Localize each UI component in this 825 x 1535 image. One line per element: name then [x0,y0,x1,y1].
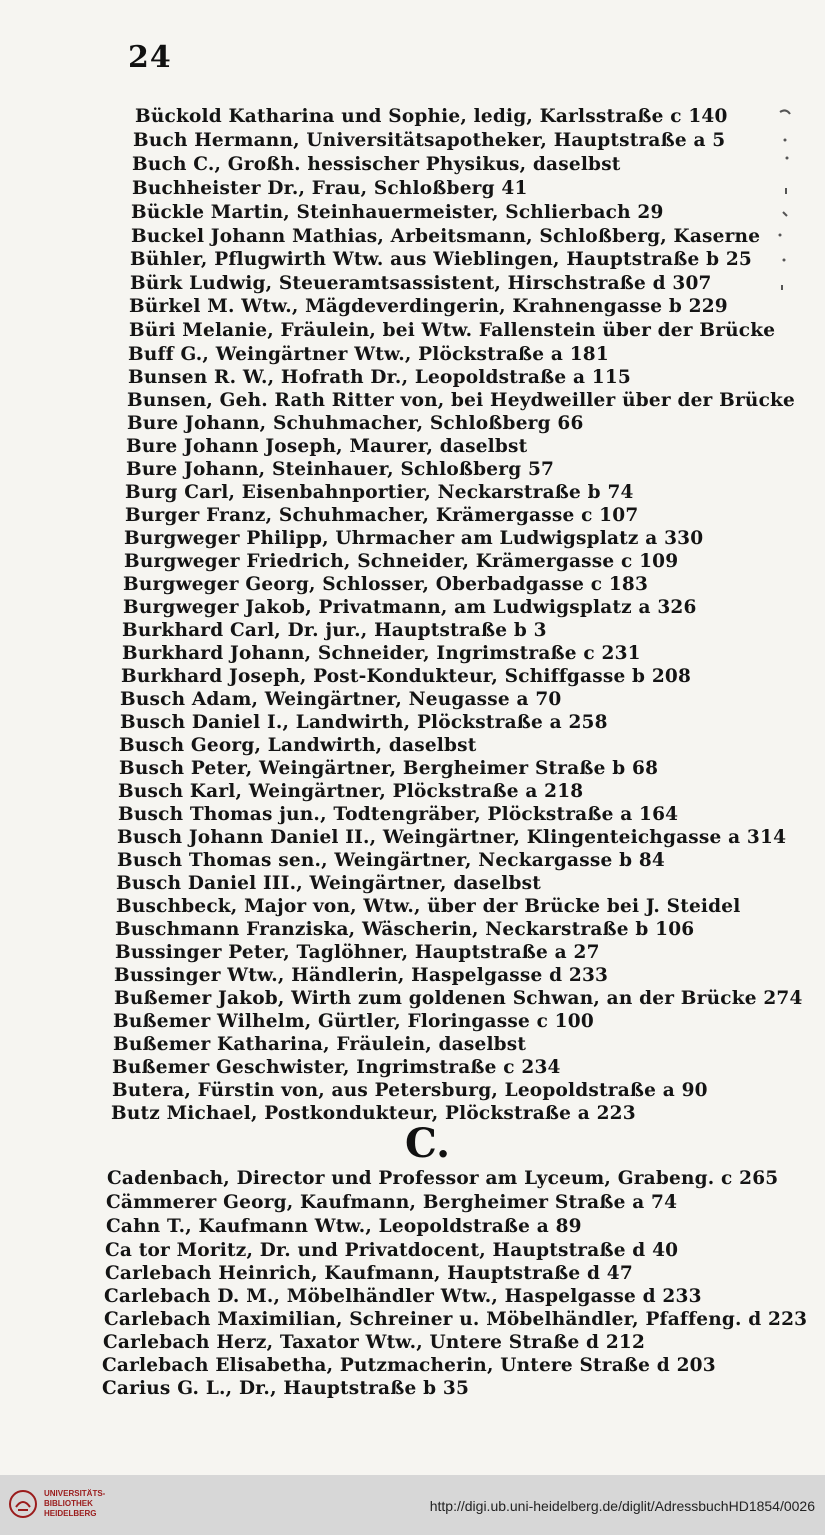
directory-entry: Carlebach Elisabetha, Putzmacherin, Untere Straße d 203 [102,1355,716,1376]
directory-entry: Carlebach Heinrich, Kaufmann, Hauptstraße d 47 [105,1263,633,1284]
directory-entry: Buch C., Großh. hessischer Physikus, daselbst [132,154,621,175]
library-logo-line: UNIVERSITÄTS- [44,1489,106,1498]
directory-entry: Bunsen R. W., Hofrath Dr., Leopoldstraße a 115 [128,367,632,388]
directory-entry: Bußemer Jakob, Wirth zum goldenen Schwan, an der Brücke 274 [114,988,803,1009]
library-logo-line: HEIDELBERG [44,1509,97,1518]
directory-entry: Burgweger Friedrich, Schneider, Krämergasse c 109 [124,551,679,572]
directory-entry: Carlebach D. M., Möbelhändler Wtw., Haspelgasse d 233 [104,1286,702,1307]
directory-entry: Burgweger Georg, Schlosser, Oberbadgasse c 183 [123,574,649,595]
directory-entry: Bürk Ludwig, Steueramtsassistent, Hirschstraße d 307 [130,273,712,294]
directory-entry: Buch Hermann, Universitätsapotheker, Hauptstraße a 5 [133,130,726,151]
directory-entry: Busch Adam, Weingärtner, Neugasse a 70 [120,689,562,710]
directory-entry: Bürkel M. Wtw., Mägdeverdingerin, Krahnengasse b 229 [129,296,728,317]
directory-entry: Burg Carl, Eisenbahnportier, Neckarstraße b 74 [125,482,634,503]
directory-entry: Carius G. L., Dr., Hauptstraße b 35 [102,1378,470,1399]
directory-entry: Buschmann Franziska, Wäscherin, Neckarstraße b 106 [115,919,695,940]
directory-entry: Bußemer Geschwister, Ingrimstraße c 234 [112,1057,561,1078]
library-logo [8,1487,118,1527]
directory-entry: Bussinger Wtw., Händlerin, Haspelgasse d 233 [114,965,609,986]
directory-entry: Busch Daniel III., Weingärtner, daselbst [116,873,541,894]
library-logo-line: BIBLIOTHEK [44,1499,93,1508]
directory-entry: Bure Johann, Steinhauer, Schloßberg 57 [126,459,555,480]
directory-entry: Busch Thomas sen., Weingärtner, Neckargasse b 84 [117,850,666,871]
directory-entry: Busch Daniel I., Landwirth, Plöckstraße a 258 [120,712,608,733]
library-logo-text [44,1489,105,1519]
directory-entry: Burgweger Jakob, Privatmann, am Ludwigsplatz a 326 [123,597,697,618]
directory-entry: Burkhard Johann, Schneider, Ingrimstraße c 231 [122,643,641,664]
footer-bar [0,1475,825,1535]
directory-entry: Busch Karl, Weingärtner, Plöckstraße a 218 [118,781,584,802]
directory-entry: Bückold Katharina und Sophie, ledig, Karlsstraße c 140 [135,106,728,127]
directory-entry: Bückle Martin, Steinhauermeister, Schlierbach 29 [131,202,664,223]
directory-entry: Bußemer Wilhelm, Gürtler, Floringasse c 100 [113,1011,594,1032]
directory-entry: Cadenbach, Director und Professor am Lyceum, Grabeng. c 265 [107,1168,779,1189]
directory-entry: Busch Johann Daniel II., Weingärtner, Klingenteichgasse a 314 [117,827,787,848]
directory-entry: Cämmerer Georg, Kaufmann, Bergheimer Straße a 74 [106,1192,678,1213]
directory-entry: Buchheister Dr., Frau, Schloßberg 41 [132,178,528,199]
page-number: 24 [128,40,172,75]
directory-entry: Burgweger Philipp, Uhrmacher am Ludwigsplatz a 330 [124,528,704,549]
directory-entry: Buschbeck, Major von, Wtw., über der Brücke bei J. Steidel [116,896,741,917]
directory-entry: Bunsen, Geh. Rath Ritter von, bei Heydweiller über der Brücke [127,390,796,411]
directory-entry: Burkhard Joseph, Post-Kondukteur, Schiffgasse b 208 [121,666,692,687]
directory-entry: Cahn T., Kaufmann Wtw., Leopoldstraße a 89 [106,1216,582,1237]
directory-entry: Burkhard Carl, Dr. jur., Hauptstraße b 3 [122,620,547,641]
section-heading: C. [405,1120,451,1167]
directory-entry: Busch Peter, Weingärtner, Bergheimer Straße b 68 [119,758,659,779]
directory-entry: Carlebach Herz, Taxator Wtw., Untere Straße d 212 [103,1332,646,1353]
directory-entry: Buff G., Weingärtner Wtw., Plöckstraße a 181 [128,344,609,365]
directory-entry: Ca tor Moritz, Dr. und Privatdocent, Hauptstraße d 40 [105,1240,679,1261]
directory-entry: Carlebach Maximilian, Schreiner u. Möbelhändler, Pfaffeng. d 223 [104,1309,808,1330]
source-url[interactable]: http://digi.ub.uni-heidelberg.de/diglit/AdressbuchHD1854/0026 [429,1498,815,1514]
directory-entry: Bussinger Peter, Taglöhner, Hauptstraße a 27 [115,942,600,963]
directory-entry: Bußemer Katharina, Fräulein, daselbst [113,1034,527,1055]
directory-entry: Buckel Johann Mathias, Arbeitsmann, Schloßberg, Kaserne [131,226,761,247]
directory-entry: Busch Georg, Landwirth, daselbst [119,735,477,756]
directory-entry: Butera, Fürstin von, aus Petersburg, Leopoldstraße a 90 [112,1080,708,1101]
library-seal-icon [8,1489,38,1519]
directory-entry: Bure Johann, Schuhmacher, Schloßberg 66 [127,413,584,434]
directory-entry: Bure Johann Joseph, Maurer, daselbst [126,436,528,457]
margin-ink-marks-icon [760,100,800,300]
directory-entry: Burger Franz, Schuhmacher, Krämergasse c 107 [125,505,639,526]
directory-entry: Busch Thomas jun., Todtengräber, Plöckstraße a 164 [118,804,679,825]
directory-entry: Butz Michael, Postkondukteur, Plöckstraße a 223 [111,1103,636,1124]
directory-entry: Bühler, Pflugwirth Wtw. aus Wieblingen, Hauptstraße b 25 [130,249,753,270]
directory-entry: Büri Melanie, Fräulein, bei Wtw. Fallenstein über der Brücke [129,320,776,341]
